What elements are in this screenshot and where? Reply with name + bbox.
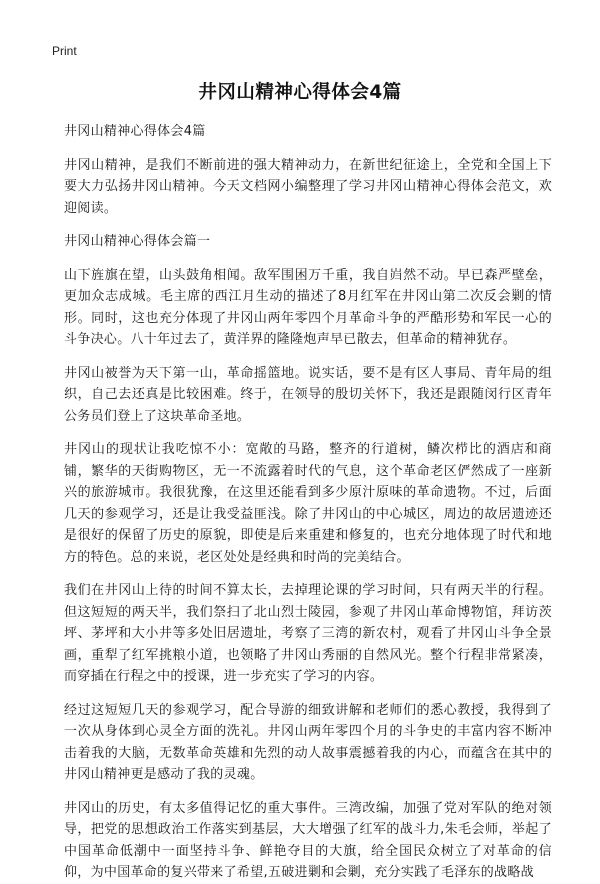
body-paragraph: 经过这短短几天的参观学习，配合导游的细致讲解和老师们的悉心教授，我得到了一次从身体到心灵全方面的洗礼。井冈山两年零四个月的斗争史的丰富内容不断冲击着我的大脑，无数革命英雄和先烈的动人故事震撼着我的内心，而蕴含在其中的井冈山精神更是感动了我的灵魂。: [64, 702, 552, 782]
page-title: 井冈山精神心得体会4篇: [198, 82, 402, 103]
body-paragraph: 井冈山的历史，有太多值得记忆的重大事件。三湾改编，加强了党对军队的绝对领导，把党的思想政治工作落实到基层，大大增强了红军的战斗力,朱毛会师，举起了中国革命低潮中一面坚持斗争、鲜艳夺目的大旗，给全国民众树立了对革命的信仰，为中国革命的复兴带来了希望,五破进剿和会剿，充分实践了毛泽东的战略战: [64, 800, 552, 880]
body-paragraph: 井冈山的现状让我吃惊不小：宽敞的马路，整齐的行道树，鳞次栉比的酒店和商铺，繁华的天街购物区，无一不流露着时代的气息，这个革命老区俨然成了一座新兴的旅游城市。我很犹豫，在这里还能看到多少原汁原味的革命遗物。不过，后面几天的参观学习，还是让我受益匪浅。除了井冈山的中心城区，周边的故居遗迹还是很好的保留了历史的原貌，即使是后来重建和修复的，也充分地体现了时代和地方的特色。总的来说，老区处处是经典和时尚的完美结合。: [64, 442, 552, 565]
subtitle-paragraph: 井冈山精神心得体会4篇: [64, 124, 206, 139]
body-paragraph: 山下旌旗在望，山头鼓角相闻。敌军围困万千重，我自岿然不动。早已森严壁垒，更加众志成城。毛主席的西江月生动的描述了8月红军在井冈山第二次反会剿的情形。同时，这也充分体现了井冈山两年零四个月革命斗争的严酷形势和军民一心的斗争决心。八十年过去了，黄洋界的隆隆炮声早已散去，但革命的精神犹存。: [64, 267, 552, 347]
document-body: [64, 121, 552, 884]
section-heading: 井冈山精神心得体会篇一: [64, 234, 211, 249]
print-link[interactable]: Print: [52, 44, 77, 58]
body-paragraph: 我们在井冈山上待的时间不算太长，去掉理论课的学习时间，只有两天半的行程。但这短短的两天半，我们祭扫了北山烈士陵园，参观了井冈山革命博物馆，拜访茨坪、茅坪和大小井等多处旧居遗址，考察了三湾的新农村，观看了井冈山斗争全景画，重犁了红军挑粮小道，也领略了井冈山秀丽的自然风光。整个行程非常紧凑，而穿插在行程之中的授课，进一步充实了学习的内容。: [64, 583, 552, 684]
body-paragraph: 井冈山被誉为天下第一山，革命摇篮地。说实话，要不是有区人事局、青年局的组织，自己去还真是比较困难。终于，在领导的殷切关怀下，我还是跟随闵行区青年公务员们登上了这块革命圣地。: [64, 365, 552, 424]
intro-paragraph: 井冈山精神，是我们不断前进的强大精神动力，在新世纪征途上，全党和全国上下要大力弘扬井冈山精神。今天文档网小编整理了学习井冈山精神心得体会范文，欢迎阅读。: [64, 157, 552, 216]
